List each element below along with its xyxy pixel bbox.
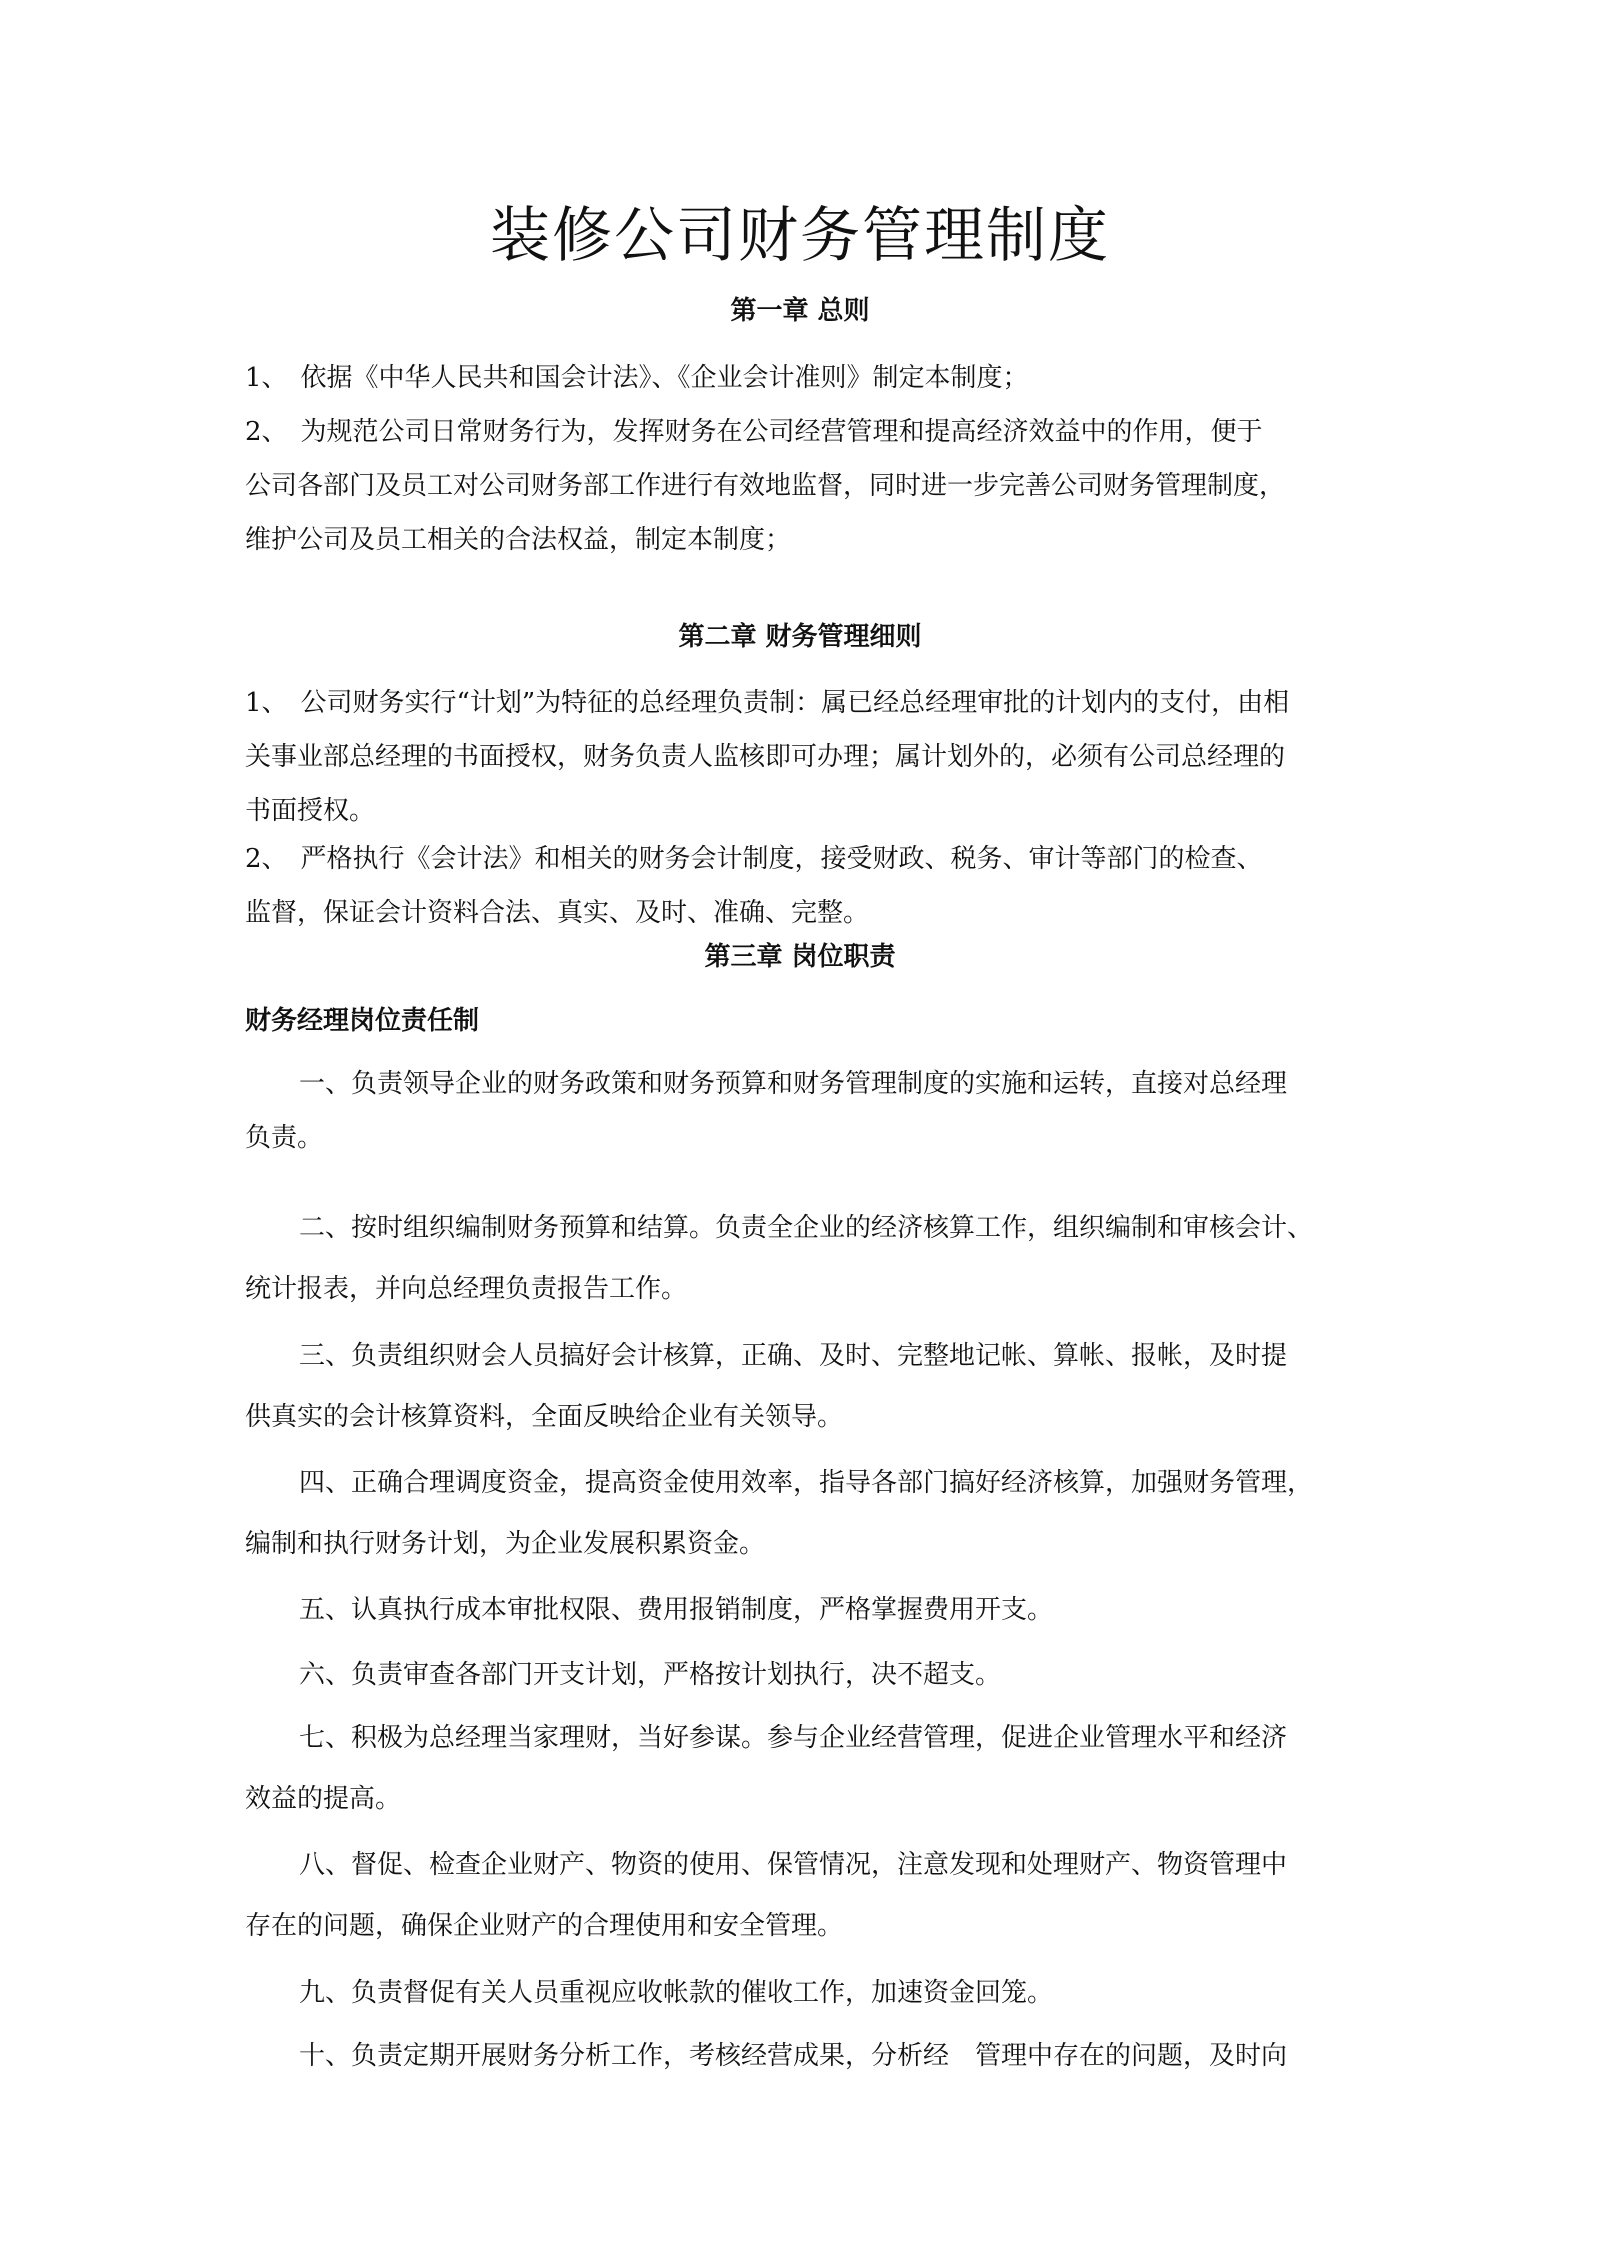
- chapter-1-item-1: [245, 351, 1370, 405]
- text-line: 七、积极为总经理当家理财，当好参谋。参与企业经营管理，促进企业管理水平和经济: [299, 1723, 1288, 1753]
- text-line: 关事业部总经理的书面授权，财务负责人监核即可办理；属计划外的，必须有公司总经理的: [245, 742, 1286, 772]
- duty-item-3: [245, 1329, 1370, 1383]
- text-line: 四、正确合理调度资金，提高资金使用效率，指导各部门搞好经济核算，加强财务管理，: [299, 1468, 1314, 1498]
- duty-item-3-cont: [245, 1390, 1370, 1444]
- text-line: 效益的提高。: [245, 1784, 402, 1814]
- duty-item-1-cont: [245, 1111, 1370, 1165]
- chapter-1-heading: 第一章 总则: [730, 296, 870, 326]
- text-line: 统计报表，并向总经理负责报告工作。: [245, 1274, 688, 1304]
- duty-item-6: [245, 1648, 1370, 1702]
- text-line: 2、 为规范公司日常财务行为，发挥财务在公司经营管理和提高经济效益中的作用，便于: [245, 417, 1263, 447]
- section-subheading: 财务经理岗位责任制: [245, 1006, 480, 1036]
- duty-item-10: [245, 2029, 1370, 2083]
- duty-item-1: [245, 1057, 1370, 1111]
- chapter-3-heading: 第三章 岗位职责: [704, 942, 896, 972]
- text-line: 1、 公司财务实行“计划”为特征的总经理负责制：属已经总经理审批的计划内的支付，由相: [245, 688, 1290, 718]
- duty-item-5: [245, 1583, 1370, 1637]
- text-line: 书面授权。: [245, 796, 376, 826]
- duty-item-8: [245, 1838, 1370, 1892]
- text-line: 五、认真执行成本审批权限、费用报销制度，严格掌握费用开支。: [299, 1595, 1054, 1625]
- duty-item-7: [245, 1711, 1370, 1765]
- duty-item-9: [245, 1966, 1370, 2020]
- text-line: 负责。: [245, 1123, 324, 1153]
- duty-item-2: [245, 1201, 1370, 1255]
- duty-item-2-cont: [245, 1262, 1370, 1316]
- text-line: 三、负责组织财会人员搞好会计核算，正确、及时、完整地记帐、算帐、报帐，及时提: [299, 1341, 1288, 1371]
- text-line: 九、负责督促有关人员重视应收帐款的催收工作，加速资金回笼。: [299, 1978, 1054, 2008]
- text-line: 1、 依据《中华人民共和国会计法》、《企业会计准则》制定本制度；: [245, 363, 1029, 393]
- text-line: 编制和执行财务计划，为企业发展积累资金。: [245, 1529, 766, 1559]
- text-line: 监督，保证会计资料合法、真实、及时、准确、完整。: [245, 898, 870, 928]
- chapter-1-item-2: [245, 405, 1370, 567]
- text-line: 八、督促、检查企业财产、物资的使用、保管情况，注意发现和处理财产、物资管理中: [299, 1850, 1288, 1880]
- text-line: 二、按时组织编制财务预算和结算。负责全企业的经济核算工作，组织编制和审核会计、: [299, 1213, 1314, 1243]
- duty-item-7-cont: [245, 1772, 1370, 1826]
- duty-item-8-cont: [245, 1899, 1370, 1953]
- text-line: 公司各部门及员工对公司财务部工作进行有效地监督，同时进一步完善公司财务管理制度，: [245, 471, 1286, 501]
- chapter-2-item-2: [245, 832, 1370, 940]
- text-line: 六、负责审查各部门开支计划，严格按计划执行，决不超支。: [299, 1660, 1002, 1690]
- text-line: 供真实的会计核算资料，全面反映给企业有关领导。: [245, 1402, 844, 1432]
- text-line: 维护公司及员工相关的合法权益，制定本制度；: [245, 525, 792, 555]
- text-line: 存在的问题，确保企业财产的合理使用和安全管理。: [245, 1911, 844, 1941]
- duty-item-4: [245, 1456, 1370, 1510]
- duty-item-4-cont: [245, 1517, 1370, 1571]
- chapter-2-heading: 第二章 财务管理细则: [678, 622, 922, 652]
- chapter-2-item-1: [245, 676, 1370, 838]
- text-line: 一、负责领导企业的财务政策和财务预算和财务管理制度的实施和运转，直接对总经理: [299, 1069, 1288, 1099]
- text-line: 2、 严格执行《会计法》和相关的财务会计制度，接受财政、税务、审计等部门的检查、: [245, 844, 1263, 874]
- document-title: 装修公司财务管理制度: [490, 201, 1110, 271]
- text-line: 十、负责定期开展财务分析工作，考核经营成果，分析经 管理中存在的问题，及时向: [299, 2041, 1288, 2071]
